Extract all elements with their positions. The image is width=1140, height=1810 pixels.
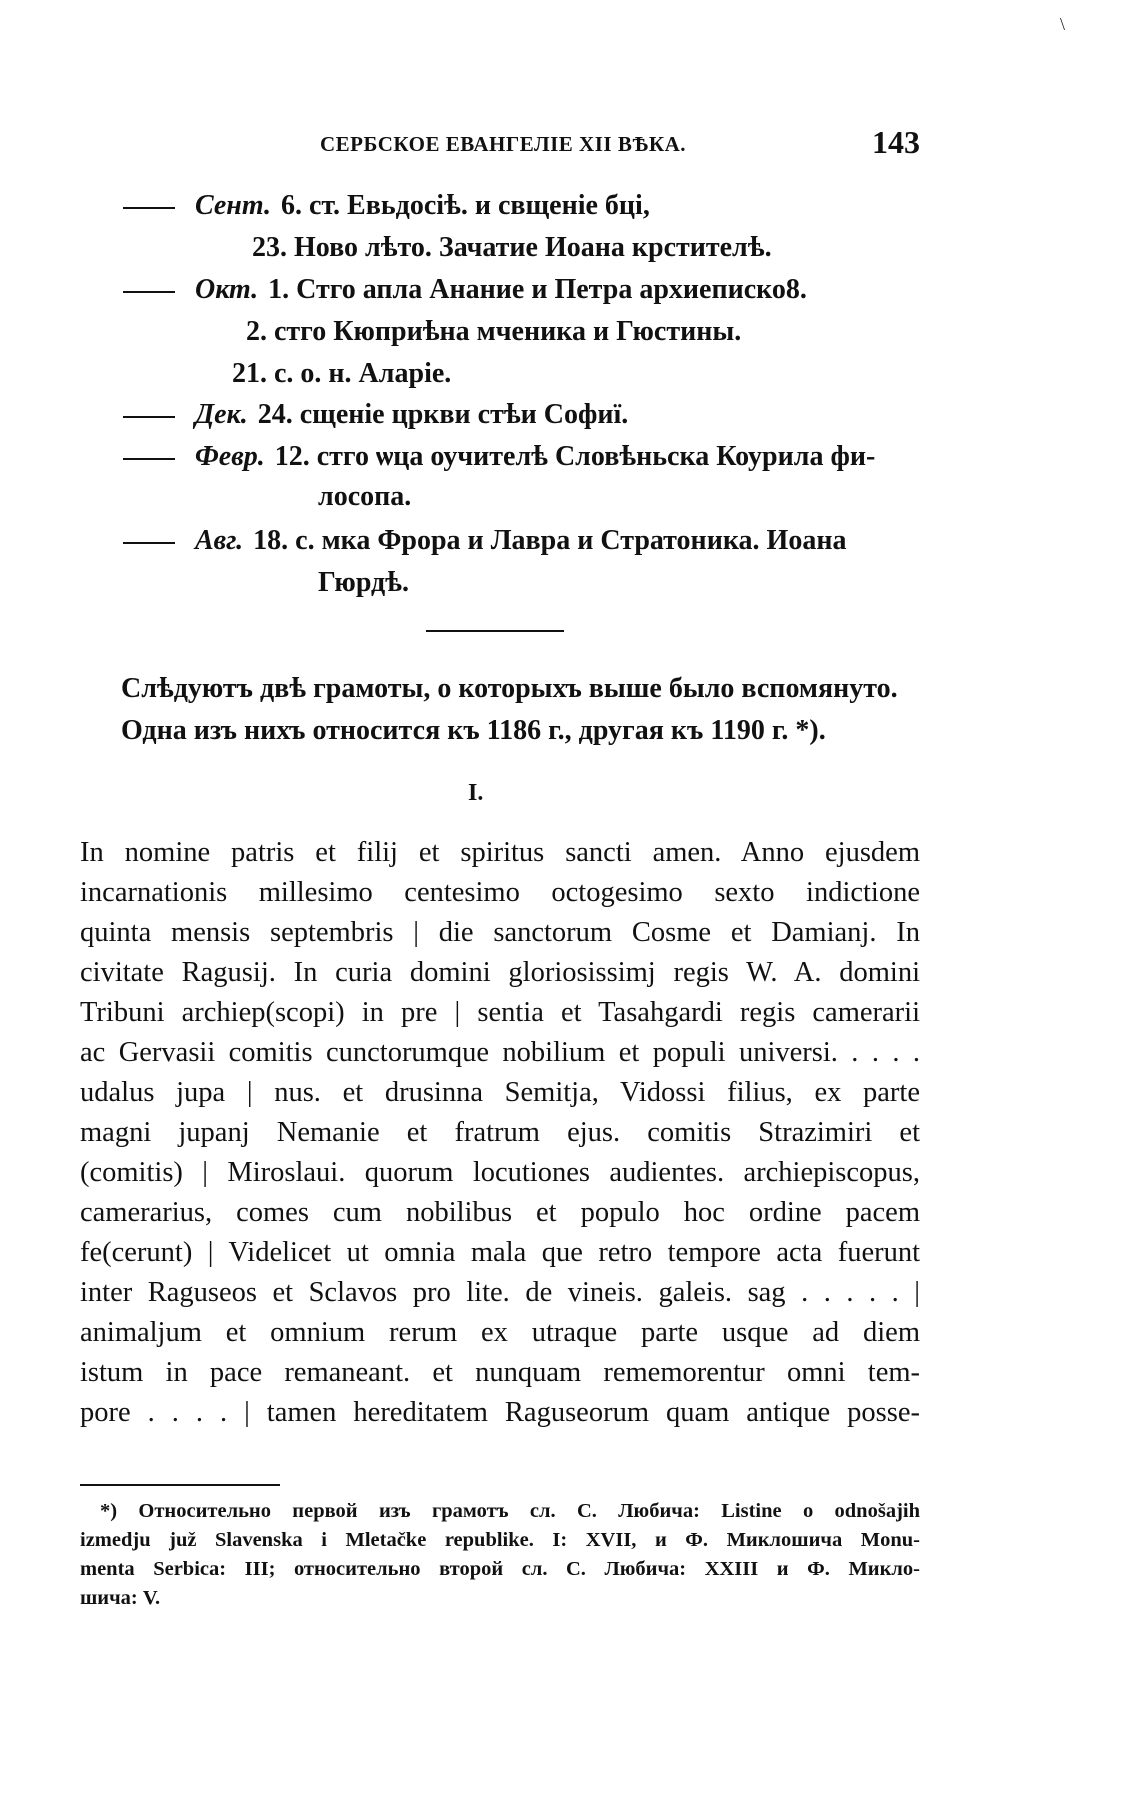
entry-text: 23. Ново лѣто. Зачатие Иоана крстителѣ. xyxy=(252,232,772,263)
latin-line: fe(cerunt) | Videlicet ut omnia mala que retro tempore acta fuerunt xyxy=(80,1237,920,1268)
corner-mark: \ xyxy=(1060,14,1066,34)
entry-text: лосопа. xyxy=(318,481,412,512)
calendar-entry xyxy=(246,314,741,350)
latin-line: incarnationis millesimo centesimo octogesimo sexto indictione xyxy=(80,877,920,908)
calendar-entry xyxy=(252,230,772,266)
latin-line: udalus jupa | nus. et drusinna Semitja, Vidossi filius, ex parte xyxy=(80,1077,920,1108)
latin-line: animaljum et omnium rerum ex utraque parte usque ad diem xyxy=(80,1317,920,1348)
latin-line: ac Gervasii comitis cunctorumque nobilium et populi universi. . . . . xyxy=(80,1037,920,1068)
month-label: Сент. xyxy=(195,190,271,221)
latin-line: (comitis) | Miroslaui. quorum locutiones audientes. archiepiscopus, xyxy=(80,1157,920,1188)
entry-text: 2. стго Кюприѣна мченика и Гюстины. xyxy=(246,316,742,347)
calendar-entry xyxy=(123,439,875,475)
latin-line: Tribuni archiep(scopi) in pre | sentia et Tasahgardi regis camerarii xyxy=(80,997,920,1028)
entry-text: 12. стго ѡца оучителѣ Словѣньска Коурила фи- xyxy=(274,441,876,472)
calendar-entry xyxy=(318,565,409,601)
latin-line: istum in pace remaneant. et nunquam rememorentur omni tem- xyxy=(80,1357,920,1388)
month-label: Авг. xyxy=(195,525,244,556)
latin-line: pore . . . . | tamen hereditatem Raguseorum quam antique posse- xyxy=(80,1397,920,1428)
month-label: Дек. xyxy=(195,399,248,430)
entry-text: 21. с. о. н. Аларiе. xyxy=(232,358,452,389)
intro-line: Слѣдуютъ двѣ грамоты, о которыхъ выше было вспомянуто. xyxy=(121,673,898,704)
latin-line: camerarius, comes cum nobilibus et populo hoc ordine pacem xyxy=(80,1197,920,1228)
em-dash xyxy=(123,416,175,418)
footnote-line: izmedju juž Slavenska i Mletačke republike. I: XVII, и Ф. Миклошича Monu- xyxy=(80,1529,920,1551)
footnote-line: menta Serbica: III; относительно второй сл. С. Любича: XXIII и Ф. Микло- xyxy=(80,1558,920,1580)
latin-line: In nomine patris et filij et spiritus sancti amen. Anno ejusdem xyxy=(80,837,920,868)
calendar-entry xyxy=(123,397,628,433)
latin-line: quinta mensis septembris | die sanctorum Cosme et Damianj. In xyxy=(80,917,920,948)
running-header-title: СЕРБСКОЕ ЕВАНГЕЛIЕ XII ВѢКА. xyxy=(320,132,687,156)
intro-line: Одна изъ нихъ относится къ 1186 г., другая къ 1190 г. *). xyxy=(121,715,826,746)
footnote-rule xyxy=(80,1484,280,1486)
calendar-entry xyxy=(123,272,807,308)
latin-line: magni jupanj Nemanie et fratrum ejus. comitis Strazimiri et xyxy=(80,1117,920,1148)
footnote-line: шича: V. xyxy=(80,1587,161,1609)
entry-text: Гюрдѣ. xyxy=(318,567,409,598)
month-label: Февр. xyxy=(195,441,265,472)
separator-rule xyxy=(426,630,564,632)
entry-text: 6. ст. Евьдосiѣ. и свщенiе бцi, xyxy=(280,190,650,221)
running-header xyxy=(200,124,920,164)
em-dash xyxy=(123,207,175,209)
latin-line: inter Raguseos et Sclavos pro lite. de vineis. galeis. sag . . . . . | xyxy=(80,1277,920,1308)
footnote-line: *) Относительно первой изъ грамотъ сл. С. Любича: Listine o odnošajih xyxy=(100,1500,920,1522)
em-dash xyxy=(123,291,175,293)
em-dash xyxy=(123,458,175,460)
em-dash xyxy=(123,542,175,544)
entry-text: 1. Стго апла Анание и Петра архиеписко8. xyxy=(268,274,807,305)
calendar-entry xyxy=(232,356,451,392)
section-marker: I. xyxy=(468,780,484,806)
calendar-entry xyxy=(123,523,846,559)
page-number: 143 xyxy=(872,124,920,160)
latin-line: civitate Ragusij. In curia domini gloriosissimj regis W. A. domini xyxy=(80,957,920,988)
calendar-entry xyxy=(123,188,650,224)
entry-text: 18. с. мка Фрора и Лавра и Стратоника. Иоана xyxy=(253,525,847,556)
month-label: Окт. xyxy=(195,274,259,305)
calendar-entry xyxy=(318,479,411,515)
entry-text: 24. сщенiе цркви стѣи Софиї. xyxy=(257,399,629,430)
